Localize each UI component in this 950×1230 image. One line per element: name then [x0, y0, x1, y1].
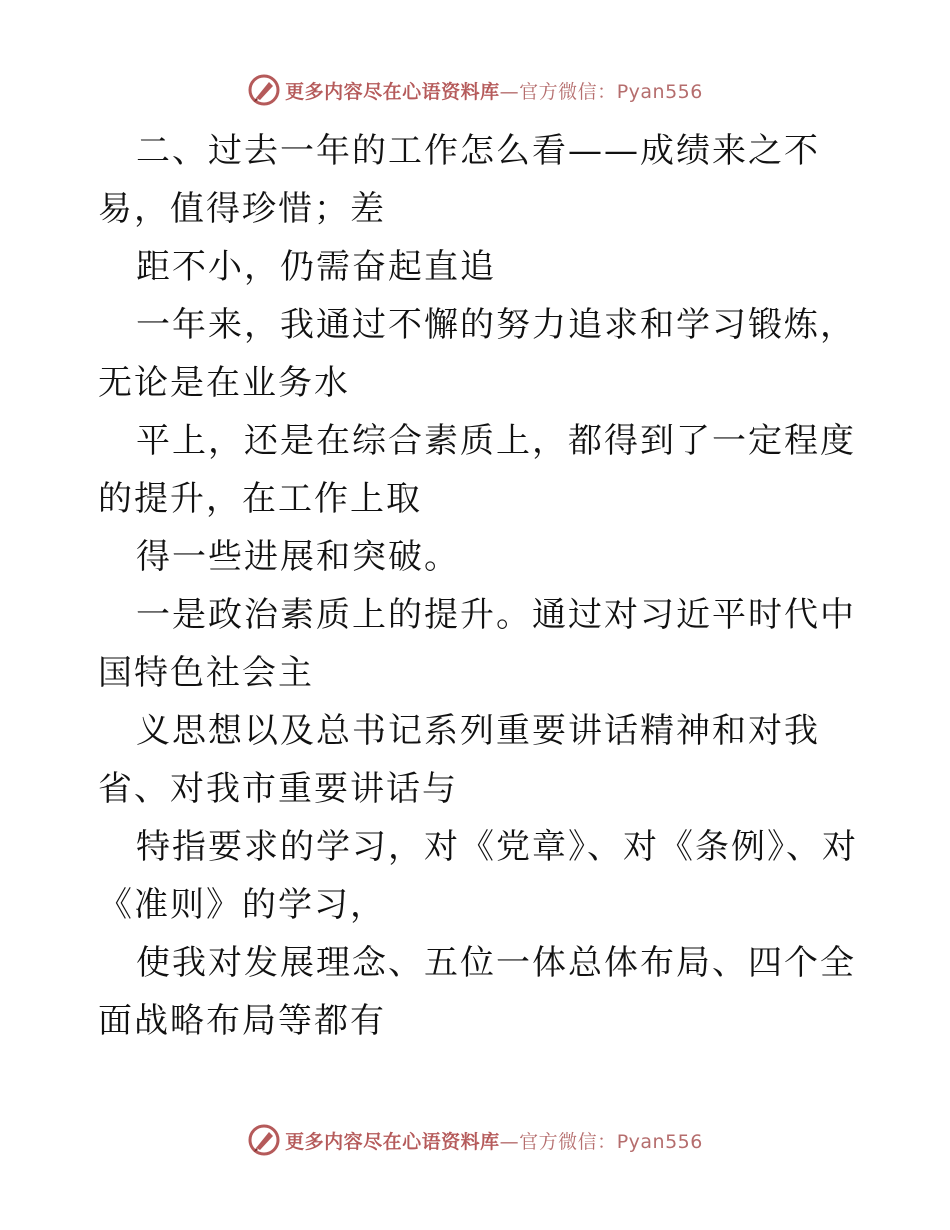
paragraph: 得一些进展和突破。	[136, 537, 460, 577]
paragraph: 义思想以及总书记系列重要讲话精神和对我省、对我市重要讲话与	[98, 711, 820, 809]
paragraph: 距不小，仍需奋起直追	[136, 247, 496, 287]
footer-watermark	[0, 1120, 950, 1160]
paragraph: 使我对发展理念、五位一体总体布局、四个全面战略布局等都有	[98, 943, 856, 1041]
pen-logo-icon	[247, 73, 281, 107]
watermark-text: 更多内容尽在心语资料库—官方微信：Pyan556	[285, 1130, 703, 1153]
header-watermark	[0, 70, 950, 110]
paragraph: 特指要求的学习，对《党章》、对《条例》、对《准则》的学习，	[98, 827, 858, 925]
document-body	[98, 122, 858, 1050]
pen-logo-icon	[247, 1123, 281, 1157]
watermark-text: 更多内容尽在心语资料库—官方微信：Pyan556	[285, 80, 703, 103]
paragraph: 平上，还是在综合素质上，都得到了一定程度的提升，在工作上取	[98, 421, 856, 519]
paragraph: 一年来，我通过不懈的努力追求和学习锻炼，无论是在业务水	[98, 305, 856, 403]
paragraph: 二、过去一年的工作怎么看——成绩来之不易，值得珍惜；差	[98, 131, 820, 229]
paragraph: 一是政治素质上的提升。通过对习近平时代中国特色社会主	[98, 595, 856, 693]
